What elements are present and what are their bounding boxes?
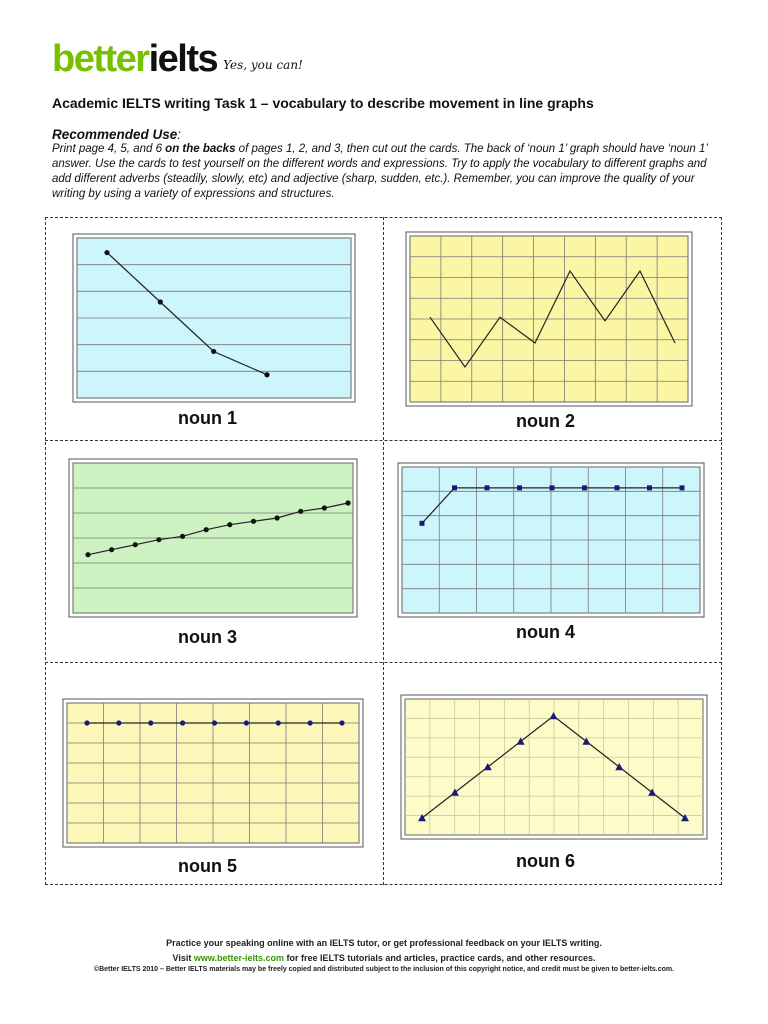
graph-card-2[interactable]	[405, 231, 693, 407]
data-point	[274, 515, 279, 520]
graph-card-5[interactable]	[62, 698, 364, 848]
data-point	[204, 527, 209, 532]
card-label-2: noun 2	[516, 411, 575, 431]
recommended-heading-text: Recommended Use	[52, 127, 178, 142]
recommended-text	[52, 142, 722, 202]
data-point	[582, 485, 587, 490]
graph-card-4[interactable]	[397, 462, 705, 618]
footer-website-link[interactable]: www.better-ielts.com	[193, 953, 285, 963]
data-point	[251, 519, 256, 524]
footer-visit: Visit	[172, 953, 194, 963]
data-point	[212, 720, 217, 725]
graph-card-3[interactable]	[68, 458, 358, 618]
data-point	[104, 250, 109, 255]
footer-line-2	[0, 953, 768, 963]
logo-better: better	[52, 38, 149, 80]
data-point	[308, 720, 313, 725]
data-point	[615, 485, 620, 490]
data-point	[227, 522, 232, 527]
data-point	[276, 720, 281, 725]
data-point	[109, 547, 114, 552]
card-label-4: noun 4	[516, 622, 575, 642]
card-label-6: noun 6	[516, 851, 575, 871]
footer-copyright: ©Better IELTS 2010 – Better IELTS materials may be freely copied and distributed subject to the inclusion of this copyright notice, and credit must be given to better-ielts.com.	[93, 966, 675, 973]
cards-vertical-cut-line	[383, 217, 384, 885]
logo-wordmark	[52, 40, 217, 78]
footer-line-1: Practice your speaking online with an IELTS tutor, or get professional feedback on your IELTS writing.	[166, 938, 602, 948]
logo	[52, 40, 303, 78]
data-point	[133, 542, 138, 547]
card-label-3: noun 3	[178, 627, 237, 647]
recommended-text-after: of pages 1, 2, and 3, then cut out the cards. The back of ‘noun 1’ graph should have ‘noun 1’ answer. Use the cards to test yourself on the different words and expressions. Try to apply the vocabulary to different graphs and add different adverbs (steadily, slowly, etc) and adjective (sharp, sudden, etc.). Remember, you can improve the quality of your writing by using a variety of expressions and structures.	[52, 143, 708, 200]
data-point	[116, 720, 121, 725]
data-point	[180, 720, 185, 725]
data-point	[156, 537, 161, 542]
cards-cut-line-1	[45, 440, 722, 441]
data-point	[452, 485, 457, 490]
data-point	[180, 534, 185, 539]
recommended-heading-colon: :	[177, 127, 182, 142]
data-point	[322, 505, 327, 510]
page-title: Academic IELTS writing Task 1 – vocabulary to describe movement in line graphs	[52, 95, 594, 111]
data-point	[148, 720, 153, 725]
recommended-heading	[52, 127, 181, 142]
data-point	[158, 299, 163, 304]
recommended-text-before: Print page 4, 5, and 6	[52, 143, 166, 155]
data-point	[339, 720, 344, 725]
data-point	[84, 720, 89, 725]
data-point	[485, 485, 490, 490]
cards-cut-line-2	[45, 662, 722, 663]
data-point	[420, 521, 425, 526]
graph-card-6[interactable]	[400, 694, 708, 840]
data-point	[211, 349, 216, 354]
card-label-5: noun 5	[178, 856, 237, 876]
card-label-1: noun 1	[178, 408, 237, 428]
data-point	[264, 372, 269, 377]
data-point	[85, 552, 90, 557]
logo-ielts: ielts	[148, 38, 218, 80]
footer-line-2-rest: for free IELTS tutorials and articles, practice cards, and other resources.	[284, 953, 596, 963]
graph-card-1[interactable]	[72, 233, 356, 403]
recommended-text-bold: on the backs	[165, 143, 236, 155]
data-point	[517, 485, 522, 490]
logo-tagline: Yes, you can!	[223, 58, 303, 72]
data-point	[345, 500, 350, 505]
data-point	[550, 485, 555, 490]
data-point	[647, 485, 652, 490]
data-point	[244, 720, 249, 725]
data-point	[298, 509, 303, 514]
data-point	[680, 485, 685, 490]
